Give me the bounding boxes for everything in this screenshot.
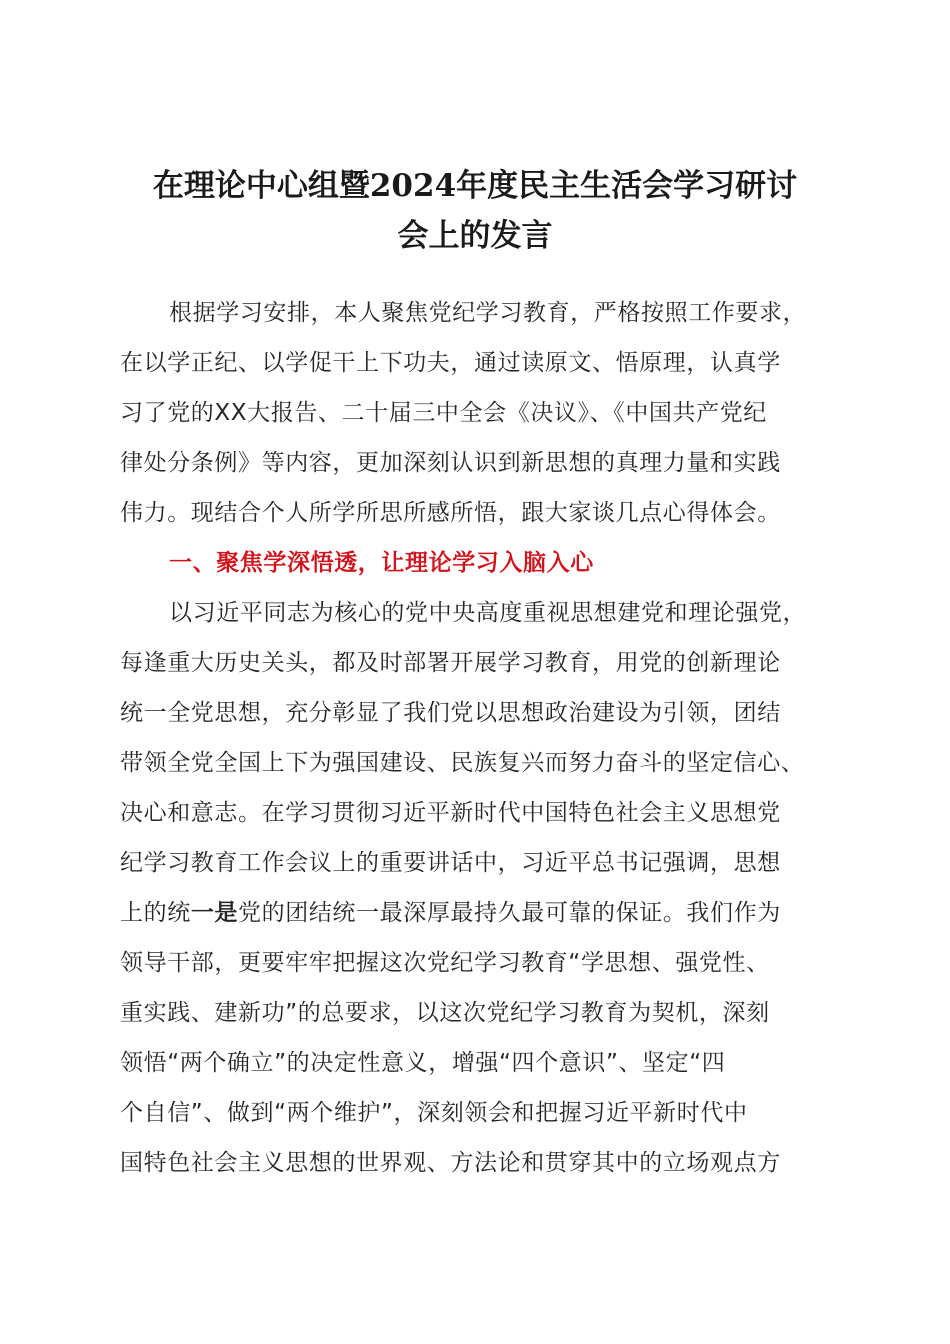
section-1-line-10: 领悟“两个确立”的决定性意义，增强“四个意识”、坚定“四 (120, 1050, 726, 1076)
intro-line-4: 律处分条例》等内容，更加深刻认识到新思想的真理力量和实践 (120, 450, 781, 476)
section-1-line-2: 每逢重大历史关头，都及时部署开展学习教育，用党的创新理论 (120, 650, 781, 676)
section-1-line-7-start: 上的统 (120, 900, 191, 926)
section-1-line-7-end: 党的团结统一最深厚最持久最可靠的保证。我们作为 (238, 900, 781, 926)
section-1-line-5: 决心和意志。在学习贯彻习近平新时代中国特色社会主义思想党 (120, 800, 781, 826)
intro-line-5: 伟力。现结合个人所学所思所感所悟，跟大家谈几点心得体会。 (120, 500, 781, 526)
document-title-line-2: 会上的发言 (397, 218, 553, 254)
section-1-line-11: 个自信”、做到“两个维护”，深刻领会和把握习近平新时代中 (120, 1100, 748, 1126)
section-1-line-12: 国特色社会主义思想的世界观、方法论和贯穿其中的立场观点方 (120, 1150, 781, 1176)
section-1-line-9: 重实践、建新功”的总要求，以这次党纪学习教育为契机，深刻 (120, 1000, 770, 1026)
intro-line-2: 在以学正纪、以学促干上下功夫，通过读原文、悟原理，认真学 (120, 350, 781, 376)
section-1-line-6: 纪学习教育工作会议上的重要讲话中，习近平总书记强调，思想 (120, 850, 781, 876)
section-1-line-4: 带领全党全国上下为强国建设、民族复兴而努力奋斗的坚定信心、 (120, 750, 805, 776)
section-1-line-3: 统一全党思想，充分彰显了我们党以思想政治建设为引领，团结 (120, 700, 781, 726)
document-title-line-1: 在理论中心组暨2024年度民主生活会学习研讨 (152, 168, 798, 204)
section-1-line-7-emphasis: 一是 (190, 900, 239, 926)
section-1-heading: 一、聚焦学深悟透，让理论学习入脑入心 (169, 550, 594, 576)
section-1-line-1: 以习近平同志为核心的党中央高度重视思想建党和理论强党， (169, 600, 807, 626)
intro-line-3: 习了党的XX大报告、二十届三中全会《决议》、《中国共产党纪 (120, 400, 767, 426)
intro-line-1: 根据学习安排，本人聚焦党纪学习教育，严格按照工作要求， (169, 300, 807, 326)
section-1-line-7 (120, 888, 832, 938)
section-1-line-8: 领导干部，更要牢牢把握这次党纪学习教育“学思想、强党性、 (120, 950, 770, 976)
